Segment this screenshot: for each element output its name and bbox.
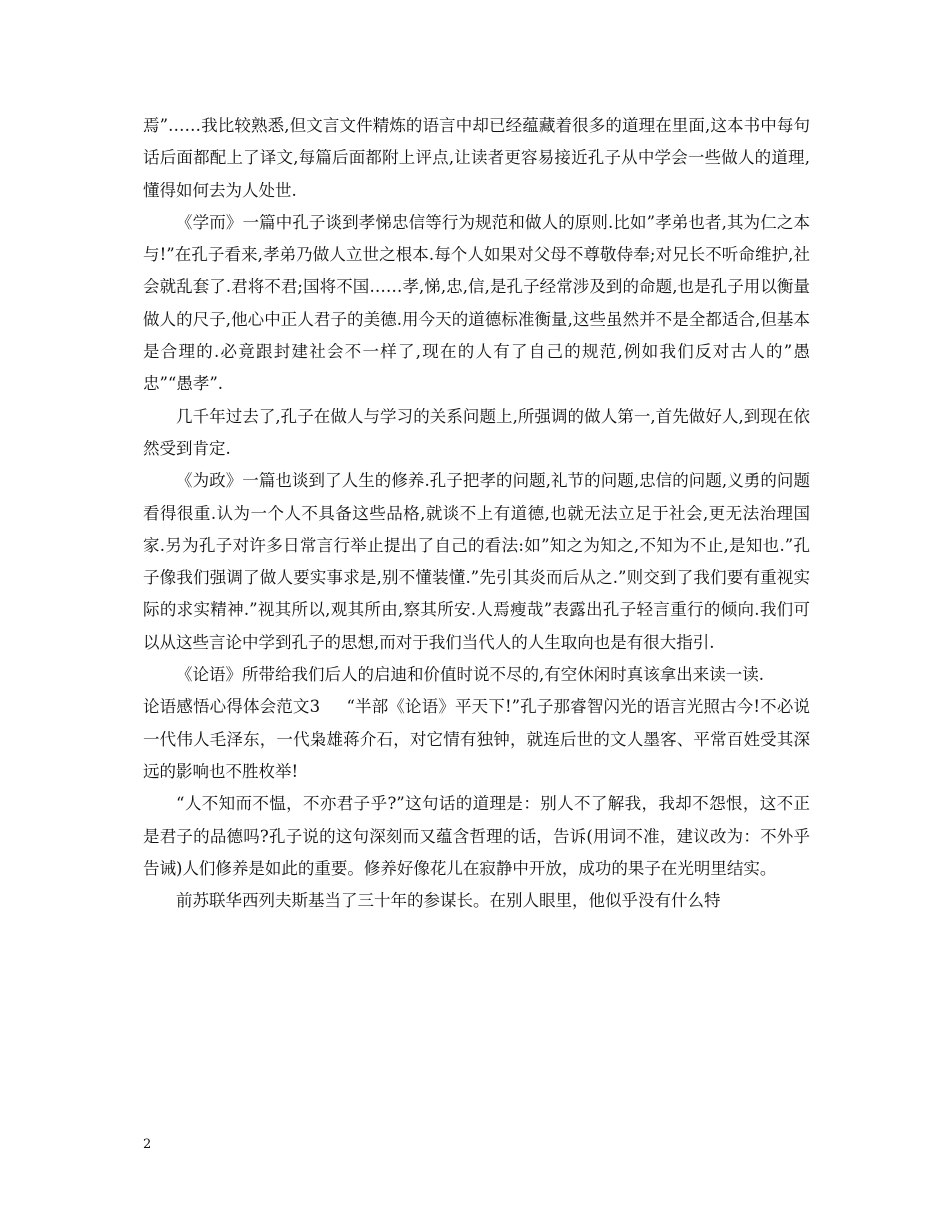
paragraph-8: 前苏联华西列夫斯基当了三十年的参谋长。在别人眼里，他似乎没有什么特 [176,891,721,911]
section-heading: 论语感悟心得体会范文3 [143,697,321,717]
paragraph-3: 几千年过去了,孔子在做人与学习的关系问题上,所强调的做人第一,首先做好人,到现在依然受到肯定. [143,406,810,458]
paragraph-1: 焉”……我比较熟悉,但文言文件精炼的语言中却已经蕴藏着很多的道理在里面,这本书中每句话后面都配上了译文,每篇后面都附上评点,让读者更容易接近孔子从中学会一些做人的道理,懂得如何去为人处世. [143,116,810,200]
paragraph-7: “人不知而不愠，不亦君子乎?”这句话的道理是：别人不了解我，我却不怨恨，这不正是君子的品德吗?孔子说的这句深刻而又蕴含哲理的话，告诉(用词不准，建议改为：不外乎告诫)人们修养是如此的重要。修养好像花儿在寂静中开放，成功的果子在光明里结实。 [143,794,810,878]
paragraph-4: 《为政》一篇也谈到了人生的修养.孔子把孝的问题,礼节的问题,忠信的问题,义勇的问题看得很重.认为一个人不具备这些品格,就谈不上有道德,也就无法立足于社会,更无法治理国家.另为孔子对许多日常言行举止提出了自己的看法:如”知之为知之,不知为不止,是知也.”孔子像我们强调了做人要实事求是,别不懂装懂.”先引其炎而后从之.”则交到了我们要有重视实际的求实精神.”视其所以,观其所由,察其所安.人焉瘦哉”表露出孔子轻言重行的倾向.我们可以从这些言论中学到孔子的思想,而对于我们当代人的人生取向也是有很大指引. [143,471,810,652]
document-body [143,110,810,917]
paragraph-2: 《学而》一篇中孔子谈到孝悌忠信等行为规范和做人的原则.比如”孝弟也者,其为仁之本与!”在孔子看来,孝弟乃做人立世之根本.每个人如果对父母不尊敬侍奉;对兄长不听命维护,社会就乱套了.君将不君;国将不国……孝,悌,忠,信,是孔子经常涉及到的命题,也是孔子用以衡量做人的尺子,他心中正人君子的美德.用今天的道德标准衡量,这些虽然并不是全都适合,但基本是合理的.必竟跟封建社会不一样了,现在的人有了自己的规范,例如我们反对古人的”愚忠”“愚孝”. [143,212,810,394]
paragraph-6-text: “半部《论语》平天下!”孔子那睿智闪光的语言光照古今!不必说一代伟人毛泽东，一代枭雄蒋介石，对它情有独钟，就连后世的文人墨客、平常百姓受其深远的影响也不胜枚举! [143,697,810,781]
paragraph-6 [143,691,810,788]
paragraph-5: 《论语》所带给我们后人的启迪和价值时说不尽的,有空休闲时真该拿出来读一读. [176,665,764,685]
page-number: 2 [143,1137,152,1152]
